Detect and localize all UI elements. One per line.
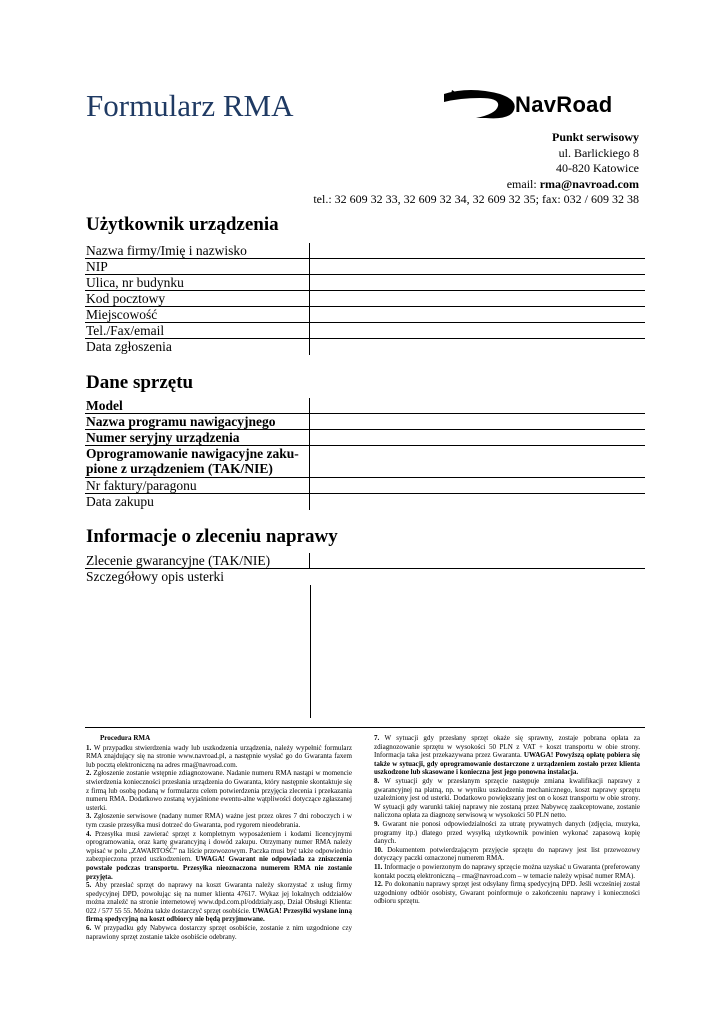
- contact-street: ul. Barlickiego 8: [558, 145, 639, 160]
- field-value[interactable]: [310, 243, 645, 258]
- procedure-item-text: Zgłoszenie serwisowe (nadany numer RMA) ważne jest przez okres 7 dni roboczych i w tym czasie przesyłka musi dotrzeć do Gwaranta, pod rygorem nieodebrania.: [86, 812, 353, 829]
- procedure-item: [86, 744, 352, 770]
- field-label: Data zgłoszenia: [85, 339, 310, 355]
- procedure-item: [86, 830, 352, 882]
- procedure-item-text: W sytuacji gdy przesłany sprzęt okaże się sprawny, zostaje pobrana opłata za zdiagnozowanie sprzętu w wysokości 50 PLN z VAT + koszt transportu w obie strony. Informacja taka jest przekazywana przez Gwaranta.: [374, 734, 641, 760]
- section-heading-device: Dane sprzętu: [86, 372, 194, 393]
- field-value[interactable]: [310, 553, 645, 568]
- procedure-left-column: [86, 734, 352, 941]
- user-form-table: [85, 243, 645, 355]
- field-value[interactable]: [310, 414, 645, 429]
- procedure-item-text: Po dokonaniu naprawy sprzęt jest odsyłany firmą spedycyjną DPD. Jeśli wcześniej został uzgodniony odbiór osobisty, Gwarant poinformuje o zakończeniu naprawy i konieczności odbioru sprzętu.: [374, 880, 640, 906]
- procedure-heading: Procedura RMA: [100, 734, 151, 742]
- section-divider: [85, 727, 645, 728]
- description-divider: [310, 585, 311, 718]
- field-value[interactable]: [310, 339, 645, 355]
- form-row: [85, 553, 645, 569]
- field-label: Oprogramowanie nawigacyjne zaku-pione z urządzeniem (TAK/NIE): [85, 446, 310, 477]
- field-label: Numer seryjny urządzenia: [85, 430, 310, 445]
- procedure-item-text: Informacje o powierzonym do naprawy sprzęcie można uzyskać u Gwaranta (preferowany kontakt pocztą elektroniczną – rma@navroad.com – w temacie należy wpisać numer RMA).: [374, 862, 640, 880]
- field-label: Nazwa firmy/Imię i nazwisko: [85, 243, 310, 258]
- field-value[interactable]: [310, 275, 645, 290]
- form-row: [85, 307, 645, 323]
- form-row: [85, 414, 645, 430]
- procedure-item-warning: UWAGA! Przesyłki wysłane inną firmą spedycyjną na koszt odbiorcy nie będą przyjmowane.: [86, 906, 352, 924]
- procedure-item: [374, 820, 640, 846]
- contact-block: [313, 130, 639, 208]
- form-row: [85, 275, 645, 291]
- form-row: [85, 494, 645, 510]
- field-value[interactable]: [310, 259, 645, 274]
- procedure-item: [86, 769, 352, 812]
- procedure-item: [374, 880, 640, 906]
- procedure-item-text: Przesyłka musi zawierać sprzęt z kompletnym wyposażeniem i kodami licencyjnymi oprogramowania, oraz kartę gwarancyjną i dowód zakupu. Otrzymany numer RMA należy wpisać w polu „ZAWARTOŚĆ” na liście przewozowym. Paczka musi być także odpowiednio zabezpieczona przed uszkodzeniem.: [86, 829, 353, 864]
- procedure-item-warning: UWAGA! Gwarant nie odpowiada za zniszczenia powstałe podczas transportu. Przesyłka nieoznaczona numerem RMA nie zostanie przyjęta.: [86, 855, 352, 881]
- procedure-item-number: 1.: [86, 743, 94, 752]
- procedure-item: [374, 734, 640, 777]
- field-label: Szczegółowy opis usterki: [86, 569, 224, 584]
- contact-email[interactable]: rma@navroad.com: [539, 176, 639, 191]
- procedure-item: [86, 812, 352, 829]
- logo-text: NavRoad: [515, 92, 613, 117]
- procedure-item-text: Zgłoszenie zostanie wstępnie zdiagnozowane. Nadanie numeru RMA nastąpi w momencie stwierdzenia konieczności przesłania urządzenia do Gwaranta, który następnie skontaktuje się z firmą lub osobą podaną w formularzu celem potwierdzenia przyjęcia zlecenia i przekazania numeru RMA. Dodatkowo zostaną wyjaśnione ewentu-alne wątpliwości dotyczące zgłaszanej usterki.: [86, 769, 352, 812]
- procedure-item-text: W przypadku stwierdzenia wady lub uszkodzenia urządzenia, należy wypełnić formularz RMA znajdujący się na stronie www.navroad.pl, a następnie wysłać go do Gwaranta faxem lub pocztą elektroniczną na adres rma@navroad.com.: [86, 743, 353, 769]
- procedure-item: [86, 924, 352, 941]
- field-label: Model: [85, 398, 310, 413]
- field-label: Nr faktury/paragonu: [85, 478, 310, 493]
- section-heading-repair: Informacje o zleceniu naprawy: [86, 526, 338, 547]
- form-row: [85, 569, 645, 585]
- procedure-item-number: 11.: [374, 862, 385, 871]
- procedure-item: [374, 846, 640, 863]
- contact-city: 40-820 Katowice: [556, 161, 639, 175]
- form-row: [85, 323, 645, 339]
- contact-email-line: [313, 177, 639, 193]
- procedure-right-items: [374, 734, 640, 906]
- procedure-item-number: 8.: [374, 776, 385, 785]
- procedure-item-warning: UWAGA! Powyższą opłatę pobiera się także w sytuacji, gdy oprogramowanie dostarczone z urządzeniem zostało przez klienta uszkodzone lub skasowane i konieczna jest jego ponowna instalacja.: [374, 751, 640, 777]
- field-label: Data zakupu: [85, 494, 310, 510]
- description-textarea[interactable]: [310, 569, 645, 585]
- procedure-item-number: 9.: [374, 819, 383, 828]
- repair-form-table: [85, 553, 645, 585]
- procedure-item-number: 5.: [86, 881, 95, 890]
- field-label: Zlecenie gwarancyjne (TAK/NIE): [85, 553, 310, 568]
- procedure-item-number: 2.: [86, 769, 94, 778]
- procedure-item: [374, 863, 640, 880]
- field-label: Nazwa programu nawigacyjnego: [85, 414, 310, 429]
- section-heading-user: Użytkownik urządzenia: [86, 214, 279, 235]
- procedure-item: [86, 881, 352, 924]
- procedure-left-items: [86, 744, 352, 942]
- contact-heading: Punkt serwisowy: [551, 130, 639, 144]
- field-label: Ulica, nr budynku: [85, 275, 310, 290]
- procedure-item-text: Gwarant nie ponosi odpowiedzialności za utratę prywatnych danych (zdjęcia, muzyka, programy itp.) dlatego przed wysyłką użytkownik powinien wykonać zapasową kopię danych.: [374, 819, 641, 846]
- field-value[interactable]: [310, 291, 645, 306]
- field-value[interactable]: [310, 478, 645, 493]
- procedure-item: [374, 777, 640, 820]
- form-row: [85, 398, 645, 414]
- contact-email-label: email:: [506, 176, 540, 191]
- field-value[interactable]: [310, 494, 645, 510]
- contact-phones: tel.: 32 609 32 33, 32 609 32 34, 32 609 32 35; fax: 032 / 609 32 38: [313, 192, 639, 206]
- field-value[interactable]: [310, 446, 645, 477]
- field-value[interactable]: [310, 398, 645, 413]
- procedure-item-number: 10.: [374, 845, 388, 854]
- field-value[interactable]: [310, 323, 645, 338]
- device-form-table: [85, 398, 645, 510]
- form-row: [85, 259, 645, 275]
- form-row: [85, 430, 645, 446]
- form-row: [85, 339, 645, 355]
- procedure-right-column: [374, 734, 640, 906]
- procedure-item-number: 6.: [86, 924, 95, 933]
- field-label: Miejscowość: [85, 307, 310, 322]
- procedure-item-text: Dokumentem potwierdzającym przyjęcie sprzętu do naprawy jest list przewozowy dotyczący paczki oznaczonej numerem RMA.: [374, 845, 640, 863]
- form-row: [85, 446, 645, 478]
- form-row: [85, 478, 645, 494]
- field-label: NIP: [85, 259, 310, 274]
- procedure-item-number: 4.: [86, 829, 96, 838]
- procedure-item-number: 12.: [374, 880, 385, 889]
- procedure-item-text: Aby przesłać sprzęt do naprawy na koszt Gwaranta należy skorzystać z usług firmy spedycyjnej DPD, powołując się na numer klienta 47617. Wykaz jej lokalnych oddziałów można znaleźć na stronie internetowej www.dpd.com.pl/oddzialy.asp, Dział Obsługi Klienta: 022 / 577 55 55. Można także dostarczyć sprzęt osobiście.: [86, 881, 352, 915]
- form-row: [85, 291, 645, 307]
- form-row: [85, 243, 645, 259]
- field-label: Kod pocztowy: [85, 291, 310, 306]
- procedure-item-text: W sytuacji gdy w przesłanym sprzęcie następuje zmiana kwalifikacji naprawy z gwarancyjnej na płatną, np. w wyniku uszkodzenia mechanicznego, koszt naprawy sprzętu uzależniony jest od usterki. Dodatkowo powiększany jest on o koszt transportu w obie strony. W sytuacji gdy warunki takiej naprawy nie zostaną przez Nabywcę zaakceptowane, zostanie naliczona opłata za diagnozę serwisową w wysokości 50 PLN netto.: [374, 776, 640, 820]
- procedure-item-number: 3.: [86, 812, 94, 821]
- procedure-item-text: W przypadku gdy Nabywca dostarczy sprzęt osobiście, zostanie z nim uzgodnione czy naprawiony sprzęt zostanie także osobiście odebrany.: [86, 924, 353, 941]
- field-value[interactable]: [310, 430, 645, 445]
- procedure-item-number: 7.: [374, 734, 385, 742]
- field-label: Tel./Fax/email: [85, 323, 310, 338]
- page-title: Formularz RMA: [86, 88, 294, 123]
- field-value[interactable]: [310, 307, 645, 322]
